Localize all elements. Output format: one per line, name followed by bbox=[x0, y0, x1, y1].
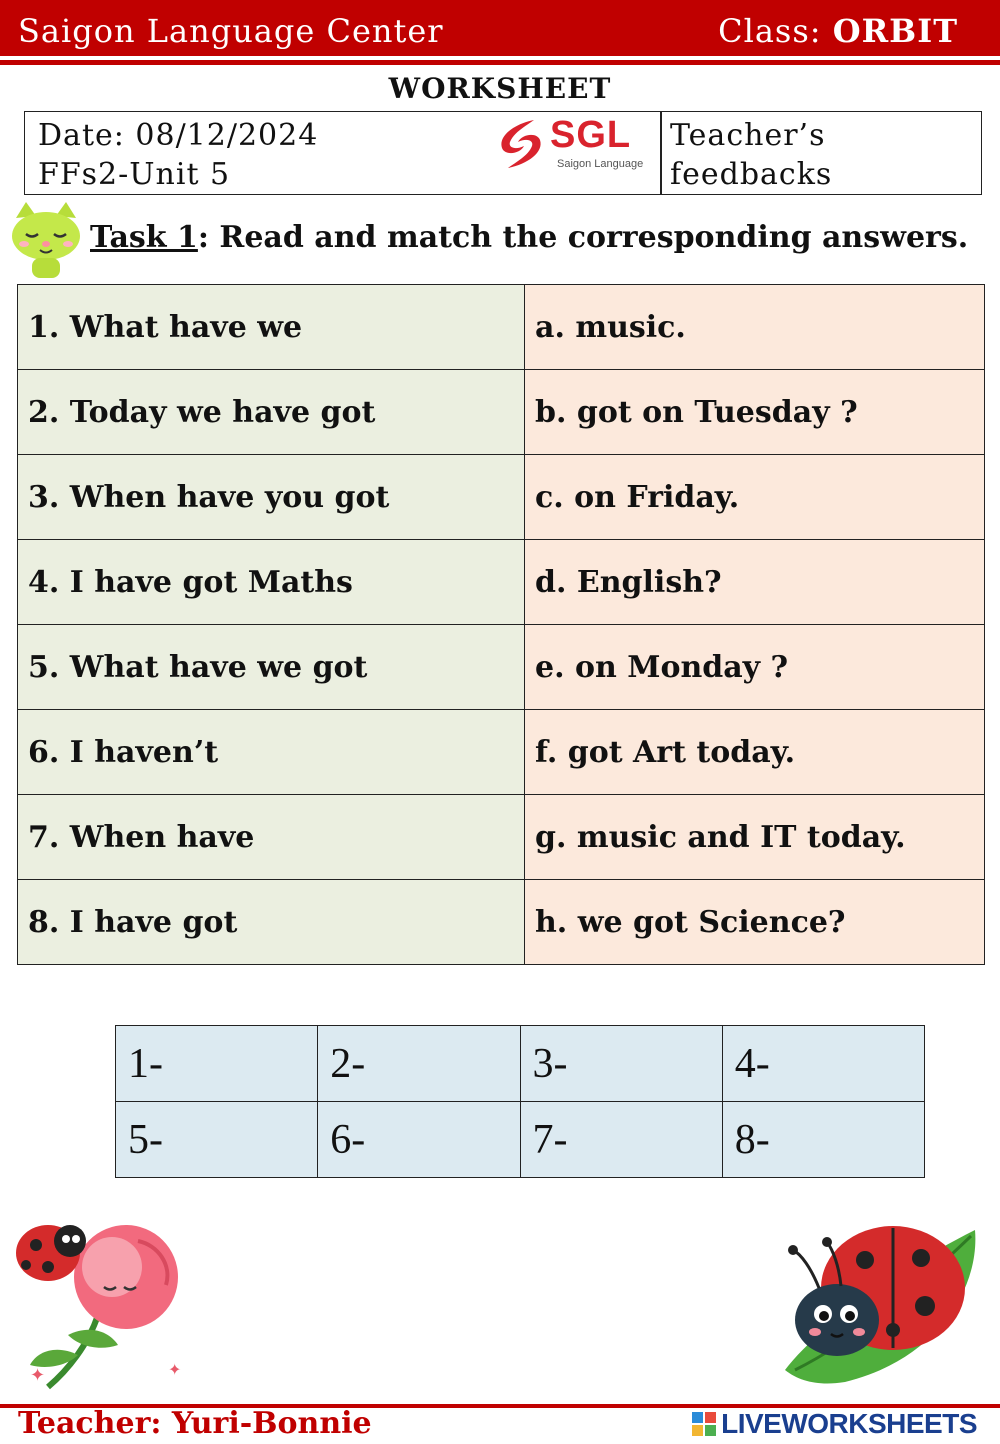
answer-option-cell: h. we got Science? bbox=[525, 880, 985, 965]
answer-box[interactable]: 2- bbox=[318, 1026, 520, 1102]
logo-text: SGL bbox=[550, 114, 632, 156]
svg-text:✦: ✦ bbox=[168, 1360, 182, 1379]
question-cell: 6. I haven’t bbox=[18, 710, 525, 795]
question-cell: 4. I have got Maths bbox=[18, 540, 525, 625]
ladybug-leaf-icon bbox=[775, 1210, 985, 1390]
answer-option-cell: g. music and IT today. bbox=[525, 795, 985, 880]
question-cell: 3. When have you got bbox=[18, 455, 525, 540]
answer-option-cell: e. on Monday ? bbox=[525, 625, 985, 710]
match-row bbox=[18, 455, 985, 540]
task-instruction: : Read and match the corresponding answers. bbox=[197, 220, 969, 255]
question-cell: 5. What have we got bbox=[18, 625, 525, 710]
unit-text: FFs2-Unit 5 bbox=[38, 157, 231, 192]
question-cell: 2. Today we have got bbox=[18, 370, 525, 455]
answer-option-cell: f. got Art today. bbox=[525, 710, 985, 795]
task-heading bbox=[90, 220, 968, 255]
match-row bbox=[18, 370, 985, 455]
match-row bbox=[18, 285, 985, 370]
header-divider bbox=[0, 60, 1000, 65]
svg-text:✦: ✦ bbox=[30, 1365, 46, 1386]
answer-grid bbox=[115, 1025, 925, 1178]
answer-box[interactable]: 8- bbox=[722, 1102, 924, 1178]
match-row bbox=[18, 880, 985, 965]
liveworksheets-logo-icon bbox=[692, 1412, 716, 1436]
answer-box[interactable]: 1- bbox=[116, 1026, 318, 1102]
answer-row bbox=[116, 1102, 925, 1178]
ladybug-rose-icon bbox=[8, 1205, 198, 1395]
teacher-name: Teacher: Yuri-Bonnie bbox=[18, 1406, 372, 1441]
liveworksheets-brand[interactable] bbox=[692, 1408, 978, 1439]
match-row bbox=[18, 710, 985, 795]
question-cell: 8. I have got bbox=[18, 880, 525, 965]
answer-option-cell: a. music. bbox=[525, 285, 985, 370]
info-divider bbox=[660, 111, 662, 195]
answer-box[interactable]: 4- bbox=[722, 1026, 924, 1102]
answer-box[interactable]: 7- bbox=[520, 1102, 722, 1178]
answer-option-cell: b. got on Tuesday ? bbox=[525, 370, 985, 455]
answer-option-cell: d. English? bbox=[525, 540, 985, 625]
answer-row bbox=[116, 1026, 925, 1102]
match-table bbox=[17, 284, 985, 965]
worksheet-title: WORKSHEET bbox=[388, 72, 612, 105]
date-text: Date: 08/12/2024 bbox=[38, 118, 319, 153]
answer-option-cell: c. on Friday. bbox=[525, 455, 985, 540]
class-info bbox=[718, 12, 958, 50]
feedback-label-line2: feedbacks bbox=[670, 157, 833, 192]
answer-box[interactable]: 6- bbox=[318, 1102, 520, 1178]
class-label: Class: bbox=[718, 12, 822, 50]
question-cell: 1. What have we bbox=[18, 285, 525, 370]
answer-box[interactable]: 5- bbox=[116, 1102, 318, 1178]
logo-subtext: Saigon Language bbox=[557, 158, 644, 170]
question-cell: 7. When have bbox=[18, 795, 525, 880]
task-label: Task 1 bbox=[90, 220, 198, 255]
match-row bbox=[18, 540, 985, 625]
answer-box[interactable]: 3- bbox=[520, 1026, 722, 1102]
match-row bbox=[18, 625, 985, 710]
center-name: Saigon Language Center bbox=[18, 12, 444, 50]
liveworksheets-text: LIVEWORKSHEETS bbox=[721, 1408, 978, 1439]
class-name: ORBIT bbox=[832, 12, 958, 50]
cat-face-icon bbox=[4, 200, 88, 282]
feedback-label-line1: Teacher’s bbox=[670, 118, 826, 153]
match-row bbox=[18, 795, 985, 880]
